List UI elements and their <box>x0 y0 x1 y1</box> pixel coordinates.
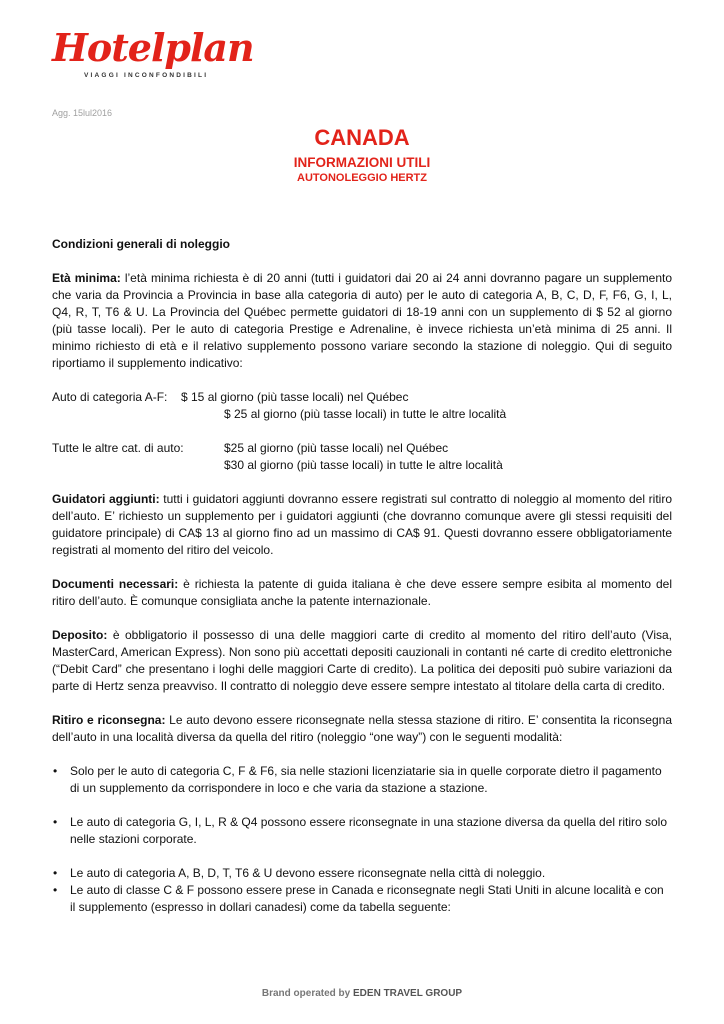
document-body <box>52 236 672 916</box>
footer-brand: EDEN TRAVEL GROUP <box>353 988 463 999</box>
list-item-text: Le auto di categoria A, B, D, T, T6 & U devono essere riconsegnate nella città di noleggio. <box>70 866 546 880</box>
logo-tagline: VIAGGI INCONFONDIBILI <box>84 72 209 79</box>
label-deposito: Deposito: <box>52 628 108 642</box>
rate-a-line1: $ 15 al giorno (più tasse locali) nel Québec <box>181 390 409 404</box>
logo-wordmark: Hotelplan <box>52 25 254 70</box>
list-item-text: Solo per le auto di categoria C, F & F6, sia nelle stazioni licenziatarie sia in quelle corporate dietro il pagamento di un supplemento da corrispondere in loco e che varia da stazione a stazione. <box>70 764 662 795</box>
paragraph-ritiro <box>52 712 672 746</box>
rate-b-line2: $30 al giorno (più tasse locali) in tutte le altre località <box>224 458 503 472</box>
label-documenti: Documenti necessari: <box>52 577 179 591</box>
footer <box>0 988 724 999</box>
bullet-icon: • <box>53 883 58 897</box>
list-item <box>52 814 672 848</box>
hotelplan-logo <box>52 25 254 79</box>
rate-label-b: Tutte le altre cat. di auto: <box>52 441 184 455</box>
rate-label-a: Auto di categoria A-F: <box>52 390 168 404</box>
page-title: CANADA <box>314 125 410 150</box>
label-guidatori: Guidatori aggiunti: <box>52 492 160 506</box>
page-subtitle-2: AUTONOLEGGIO HERTZ <box>297 172 427 184</box>
text-ritiro: Le auto devono essere riconsegnate nella stessa stazione di ritiro. E’ consentita la riconsegna dell’auto in una località diversa da quella del ritiro (noleggio “one way”) con le seguenti modalità: <box>52 713 672 744</box>
paragraph-deposito <box>52 627 672 695</box>
text-eta-minima: l’età minima richiesta è di 20 anni (tutti i guidatori dai 20 ai 24 anni dovranno pagare un supplemento che varia da Provincia a Provincia in base alla categoria di auto) per le auto di categoria A, B, C, D, F, F6, G, I, L, Q4, R, T, T6 & U. La Provincia del Québec permette guidatori di 18-19 anni con un supplemento di $ 52 al giorno (più tasse locali). Per le auto di categoria Prestige e Adrenaline, è invece richiesta un’età minima di 25 anni. Il minimo richiesto di età e il relativo supplemento possono variare secondo la stazione di noleggio. Qui di seguito riportiamo il supplemento indicativo: <box>52 271 673 370</box>
label-ritiro: Ritiro e riconsegna: <box>52 713 166 727</box>
bullet-icon: • <box>53 815 58 829</box>
rate-row-a <box>52 389 672 406</box>
list-spacer <box>52 848 672 865</box>
text-guidatori: tutti i guidatori aggiunti dovranno essere registrati sul contratto di noleggio al momento del ritiro dell’auto. E’ richiesto un supplemento per i guidatori aggiunti (che dovranno comunque avere gli stessi requisiti del guidatore principale) di CA$ 13 al giorno fino ad un massimo di CA$ 91. Questi dovranno essere obbligatoriamente registrati al momento del ritiro del veicolo. <box>52 492 672 557</box>
list-item <box>52 865 672 882</box>
rate-a-line2: $ 25 al giorno (più tasse locali) in tutte le altre località <box>224 407 507 421</box>
text-documenti: è richiesta la patente di guida italiana è che deve essere sempre esibita al momento del ritiro dell’auto. È comunque consigliata anche la patente internazionale. <box>52 577 672 608</box>
paragraph-documenti <box>52 576 672 610</box>
list-item <box>52 763 672 797</box>
list-item <box>52 882 672 916</box>
label-eta-minima: Età minima: <box>52 271 121 285</box>
paragraph-eta-minima <box>52 270 672 372</box>
rate-b-line1: $25 al giorno (più tasse locali) nel Québec <box>224 441 449 455</box>
bullet-list <box>52 763 672 916</box>
bullet-icon: • <box>53 866 58 880</box>
list-item-text: Le auto di categoria G, I, L, R & Q4 possono essere riconsegnate in una stazione diversa da quella del ritiro solo nelle stazioni corporate. <box>70 815 668 846</box>
section-title: Condizioni generali di noleggio <box>52 237 230 251</box>
text-deposito: è obbligatorio il possesso di una delle maggiori carte di credito al momento del ritiro dell’auto (Visa, MasterCard, American Express). Non sono più accettati depositi cauzionali in contanti né carte di credito elettroniche (“Debit Card” che presentano i loghi delle maggiori Carte di credito). La politica dei depositi può subire variazioni da parte di Hertz senza preavviso. Il contratto di noleggio deve essere sempre intestato al titolare della carta di credito. <box>52 628 672 693</box>
paragraph-guidatori <box>52 491 672 559</box>
update-date: Agg. 15lul2016 <box>52 108 113 118</box>
bullet-icon: • <box>53 764 58 778</box>
page-subtitle: INFORMAZIONI UTILI <box>293 155 431 170</box>
footer-prefix: Brand operated by <box>261 988 354 999</box>
list-spacer <box>52 797 672 814</box>
list-item-text: Le auto di classe C & F possono essere prese in Canada e riconsegnate negli Stati Uniti in alcune località e con il supplemento (espresso in dollari canadesi) come da tabella seguente: <box>70 883 664 914</box>
rate-row-b <box>52 440 672 457</box>
title-block <box>0 124 724 186</box>
